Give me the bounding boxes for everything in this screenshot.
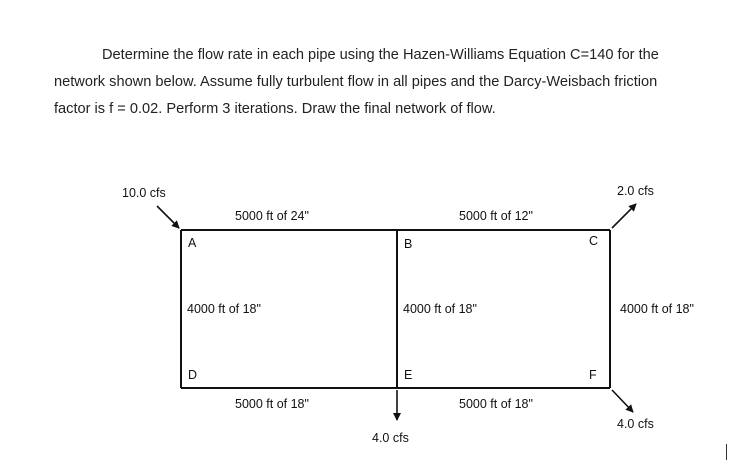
- node-label-a: A: [188, 236, 197, 250]
- node-label-c: C: [589, 234, 599, 248]
- node-label-e: E: [404, 368, 413, 382]
- outflow-arrow-f: [612, 390, 633, 412]
- flow-label-outflow-f: 4.0 cfs: [617, 417, 654, 431]
- pipe-label-be: 4000 ft of 18": [403, 302, 477, 316]
- flow-label-inflow-a: 10.0 cfs: [122, 186, 166, 200]
- flow-label-outflow-c: 2.0 cfs: [617, 184, 654, 198]
- node-label-f: F: [589, 368, 597, 382]
- outflow-arrow-c: [612, 204, 636, 228]
- flow-label-outflow-e: 4.0 cfs: [372, 431, 409, 445]
- pipe-label-ef: 5000 ft of 18": [459, 397, 533, 411]
- inflow-arrow-a: [157, 206, 179, 228]
- pipe-label-ad: 4000 ft of 18": [187, 302, 261, 316]
- pipe-label-bc: 5000 ft of 12": [459, 209, 533, 223]
- pipe-label-cf: 4000 ft of 18": [620, 302, 694, 316]
- text-cursor: [726, 444, 727, 460]
- pipe-label-ab: 5000 ft of 24": [235, 209, 309, 223]
- node-label-d: D: [188, 368, 198, 382]
- pipe-label-de: 5000 ft of 18": [235, 397, 309, 411]
- node-label-b: B: [404, 237, 413, 251]
- problem-text: Determine the flow rate in each pipe using the Hazen-Williams Equation C=140 for the network shown below. Assume fully turbulent flow in all pipes and the Darcy-Weisbach friction factor is f = 0.02. Perform 3 iterations. Draw the final network of flow.: [54, 47, 659, 117]
